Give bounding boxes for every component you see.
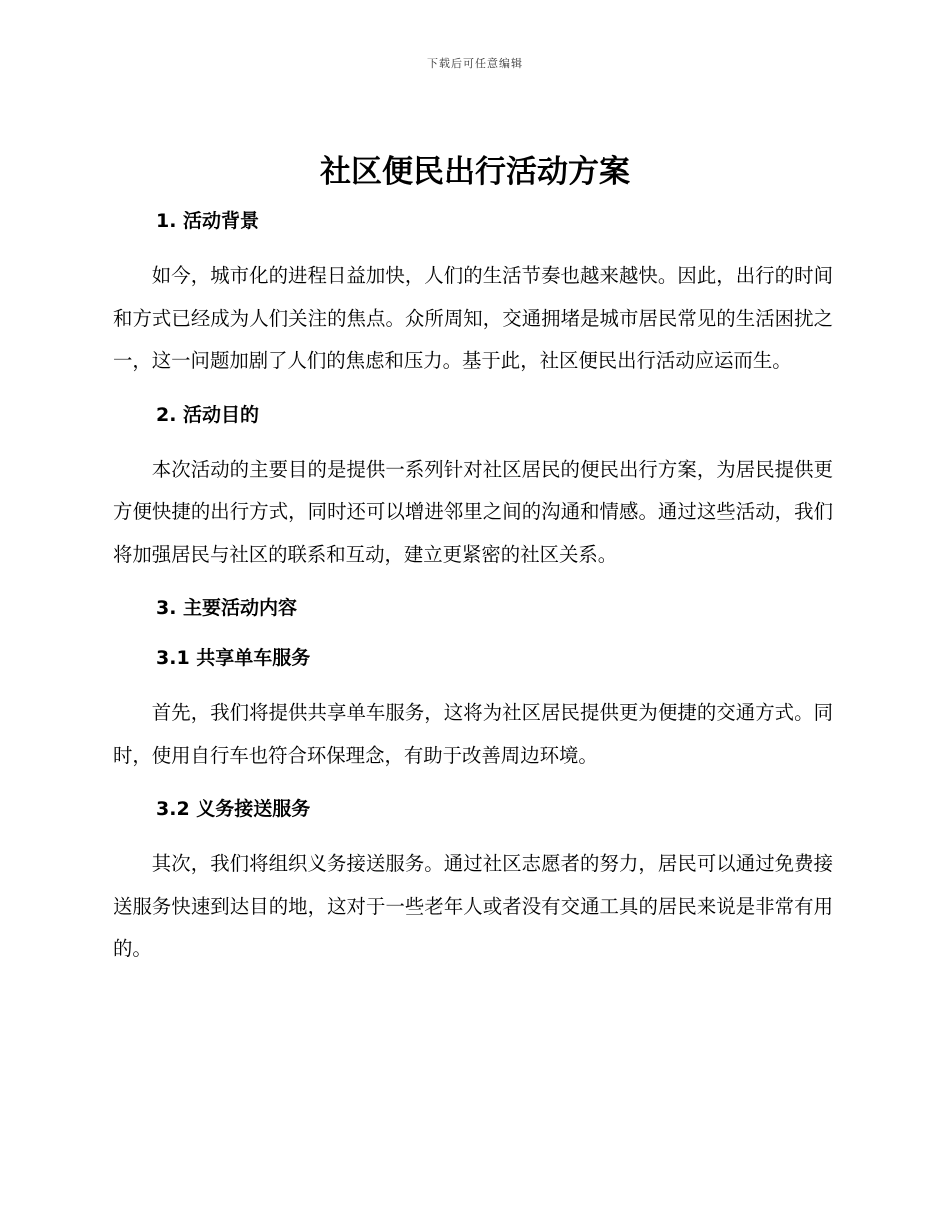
- header-note: 下载后可任意编辑: [427, 57, 523, 70]
- section-paragraph-shuttle: 其次，我们将组织义务接送服务。通过社区志愿者的努力，居民可以通过免费接送服务快速到达目的地，这对于一些老年人或者没有交通工具的居民来说是非常有用的。: [113, 852, 833, 960]
- section-heading-bike-sharing: 3.1 共享单车服务: [156, 647, 311, 669]
- section-paragraph-bike-sharing: 首先，我们将提供共享单车服务，这将为社区居民提供更为便捷的交通方式。同时，使用自行车也符合环保理念，有助于改善周边环境。: [113, 701, 833, 767]
- section-heading-main-content: 3. 主要活动内容: [156, 597, 298, 619]
- document-title: 社区便民出行活动方案: [320, 154, 630, 190]
- section-heading-shuttle: 3.2 义务接送服务: [156, 798, 311, 820]
- section-paragraph-purpose: 本次活动的主要目的是提供一系列针对社区居民的便民出行方案，为居民提供更方便快捷的出行方式，同时还可以增进邻里之间的沟通和情感。通过这些活动，我们将加强居民与社区的联系和互动，建立更紧密的社区关系。: [113, 457, 833, 566]
- section-paragraph-background: 如今，城市化的进程日益加快，人们的生活节奏也越来越快。因此，出行的时间和方式已经成为人们关注的焦点。众所周知，交通拥堵是城市居民常见的生活困扰之一，这一问题加剧了人们的焦虑和压力。基于此，社区便民出行活动应运而生。: [113, 264, 833, 372]
- section-heading-purpose: 2. 活动目的: [156, 403, 260, 426]
- document-body: [113, 203, 833, 971]
- section-heading-background: 1. 活动背景: [156, 210, 260, 232]
